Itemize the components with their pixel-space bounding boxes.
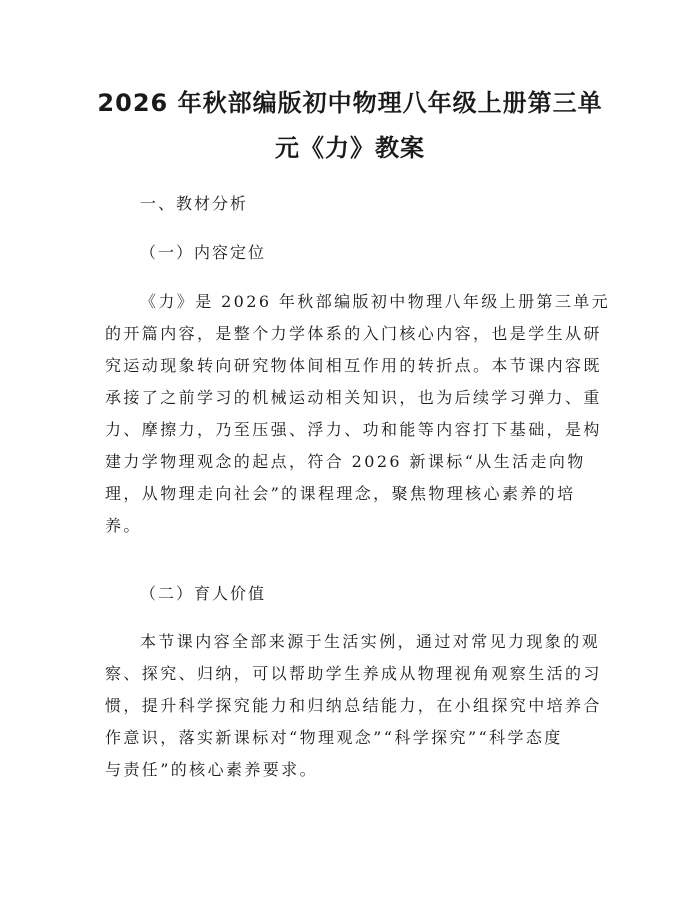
section-heading-materials-analysis: 一、教材分析	[140, 194, 249, 213]
paragraph-line: 《力》是 2026 年秋部编版初中物理八年级上册第三单元	[140, 292, 611, 311]
paragraph-line: 的开篇内容，是整个力学体系的入门核心内容，也是学生从研	[105, 324, 602, 343]
paragraph-line: 察、探究、归纳，可以帮助学生养成从物理视角观察生活的习	[105, 664, 602, 683]
paragraph-line: 力、摩擦力，乃至压强、浮力、功和能等内容打下基础，是构	[105, 420, 602, 439]
paragraph-line: 本节课内容全部来源于生活实例，通过对常见力现象的观	[140, 632, 601, 651]
paragraph-line: 承接了之前学习的机械运动相关知识，也为后续学习弹力、重	[105, 388, 602, 407]
paragraph-line: 惯，提升科学探究能力和归纳总结能力，在小组探究中培养合	[105, 696, 602, 715]
document-title-line-2: 元《力》教案	[275, 134, 425, 162]
paragraph-line: 理，从物理走向社会”的课程理念，聚焦物理核心素养的培	[105, 484, 576, 503]
paragraph-line: 与责任”的核心素养要求。	[105, 760, 318, 779]
paragraph-line: 究运动现象转向研究物体间相互作用的转折点。本节课内容既	[105, 356, 602, 375]
paragraph-line: 建力学物理观念的起点，符合 2026 新课标“从生活走向物	[105, 452, 586, 471]
paragraph-line: 作意识，落实新课标对“物理观念”“科学探究”“科学态度	[105, 728, 563, 747]
subsection-heading-educational-value: （二）育人价值	[140, 584, 267, 603]
subsection-heading-content-positioning: （一）内容定位	[140, 243, 267, 262]
paragraph-line: 养。	[105, 516, 142, 535]
document-title-line-1: 2026 年秋部编版初中物理八年级上册第三单	[97, 89, 603, 117]
